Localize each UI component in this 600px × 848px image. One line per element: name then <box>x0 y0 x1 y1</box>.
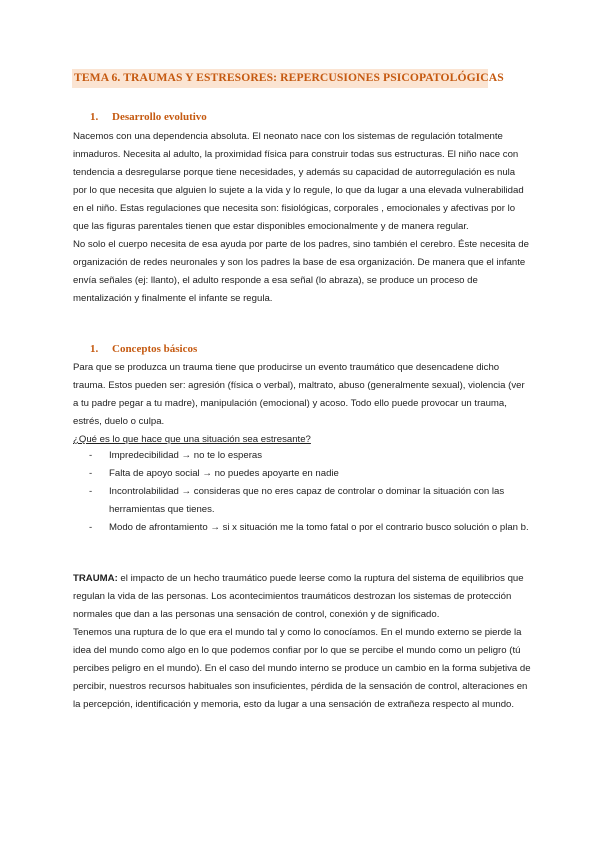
list-item <box>73 519 531 537</box>
list-item-text: Incontrolabilidad → consideras que no eres capaz de controlar o dominar la situación con las herramientas que tienes. <box>109 486 505 515</box>
list-item-text: Modo de afrontamiento → si x situación me la tomo fatal o por el contrario busco solución o plan b. <box>109 522 529 533</box>
page-title: TEMA 6. TRAUMAS Y ESTRESORES: REPERCUSIONES PSICOPATOLÓGICAS <box>74 71 504 84</box>
section-heading-desarrollo <box>90 111 207 123</box>
bullet-marker: - <box>89 486 93 497</box>
list-item <box>73 465 531 483</box>
list-item-text: Impredecibilidad → no te lo esperas <box>109 450 263 461</box>
list-item <box>73 447 531 465</box>
section-title: Conceptos básicos <box>112 343 198 355</box>
paragraph: No solo el cuerpo necesita de esa ayuda por parte de los padres, sino también el cerebro. Éste necesita de organización de redes neuronales y son los padres la base de esa organización. De manera que el infante envía señales (ej: llanto), el adulto responde a esa señal (lo abraza), se produce un proceso de mentalización y finalmente el infante se regula. <box>73 239 529 304</box>
bullet-marker: - <box>89 468 93 479</box>
list-item-text: Falta de apoyo social → no puedes apoyarte en nadie <box>109 468 339 479</box>
trauma-label: TRAUMA: <box>73 573 118 584</box>
stress-factors-list <box>73 447 531 537</box>
trauma-definition-text: el impacto de un hecho traumático puede leerse como la ruptura del sistema de equilibrios que regulan la vida de las personas. Los acontecimientos traumáticos destrozan los sistemas de protección normales que dan a las personas una sensación de control, conexión y de significado. <box>73 573 524 620</box>
section-title: Desarrollo evolutivo <box>112 111 207 123</box>
list-item <box>73 483 531 519</box>
section-body-conceptos <box>73 359 531 431</box>
section-number: 1. <box>90 343 99 355</box>
bullet-marker: - <box>89 450 93 461</box>
paragraph: Para que se produzca un trauma tiene que producirse un evento traumático que desencadene dicho trauma. Estos pueden ser: agresión (física o verbal), maltrato, abuso (generalmente sexual), violencia (ver a tu padre pegar a tu madre), manipulación (emocional) y acoso. Todo ello puede provocar un trauma, estrés, duelo o culpa. <box>73 362 525 427</box>
paragraph: Tenemos una ruptura de lo que era el mundo tal y como lo conocíamos. En el mundo externo se pierde la idea del mundo como algo en lo que podemos confiar por lo que se percibe el mundo como un peligro (tú percibes peligro en el mundo). En el caso del mundo interno se produce un cambio en la forma subjetiva de percibir, nuestros recursos habituales son insuficientes, pérdida de la sensación de control, alteraciones en la percepción, identificación y memoria, esto da lugar a una sensación de extrañeza respecto al mundo. <box>73 627 531 710</box>
section-number: 1. <box>90 111 99 123</box>
trauma-definition <box>73 570 531 624</box>
trauma-definition-block <box>73 570 531 714</box>
bullet-marker: - <box>89 522 93 533</box>
paragraph: Nacemos con una dependencia absoluta. El neonato nace con los sistemas de regulación totalmente inmaduros. Necesita al adulto, la proximidad física para construir todas sus estructuras. El niño nace con tendencia a desregularse porque tiene necesidades, y además su capacidad de autorregulación es nula por lo que necesita que alguien lo sujete a la vida y lo regule, lo que da lugar a una elevada vulnerabilidad en el niño. Estas regulaciones que necesita son: fisiológicas, corporales , emocionales y afectivas por lo que las figuras parentales tienen que estar disponibles emocionalmente y de manera regular. <box>73 131 524 232</box>
section-body-desarrollo <box>73 128 531 308</box>
question-heading: ¿Qué es lo que hace que una situación sea estresante? <box>73 434 311 445</box>
section-heading-conceptos <box>90 343 197 355</box>
